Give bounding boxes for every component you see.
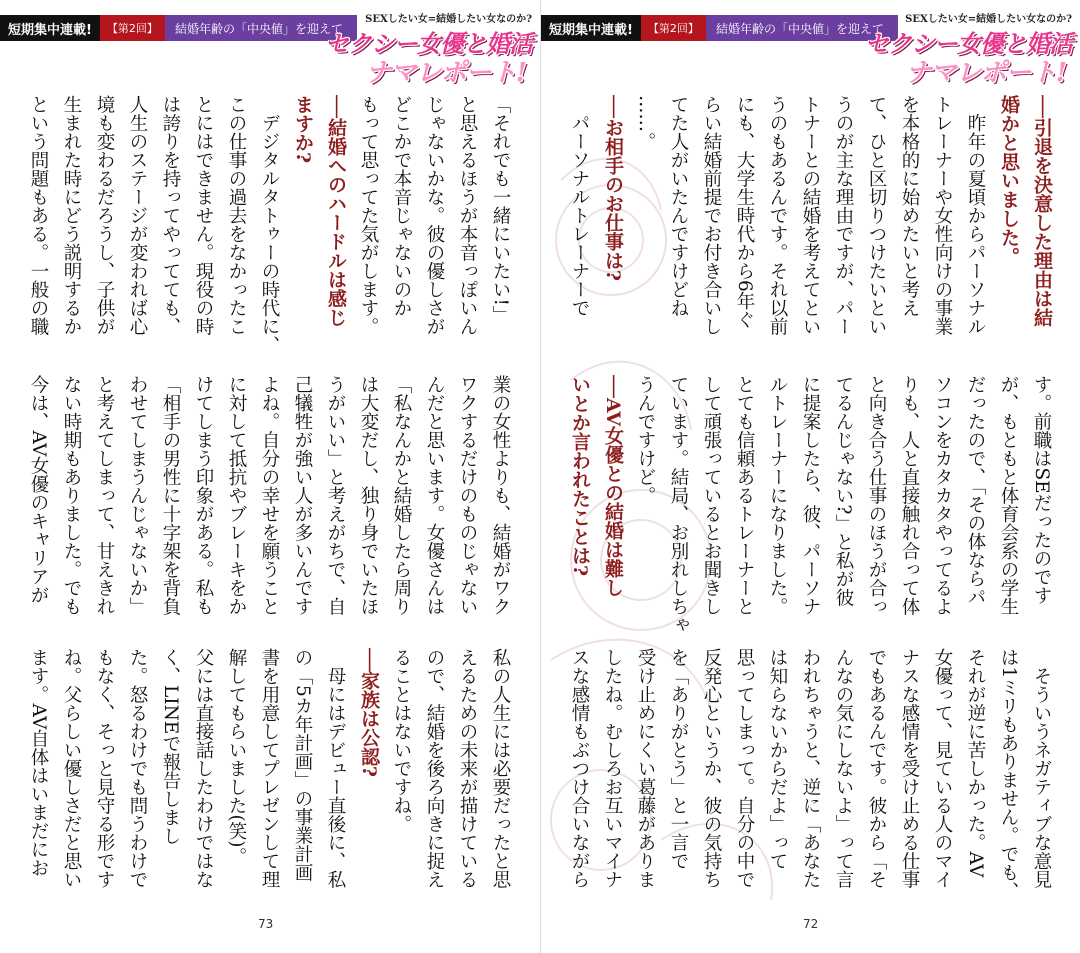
body-text-column: 人生のステージが変われば心: [127, 95, 148, 336]
body-text-column: 私の人生には必要だったと思: [490, 648, 511, 889]
body-text-column: ます。AV自体はいまだにお: [28, 648, 49, 878]
text-block-top: [0, 95, 540, 370]
interview-question: ますか?: [292, 95, 314, 164]
body-text-column: ね。父らしい優しさだと思い: [61, 648, 82, 889]
body-text-column: もなく、そっと見守る形です: [94, 648, 115, 889]
body-text-column: うがいい」と考えがちで、自: [325, 375, 346, 616]
body-text-column: く、LINEで報告しまし: [160, 648, 181, 846]
body-text-column: ……。: [635, 95, 656, 151]
logo-title-line2: ナマレポート!: [365, 58, 526, 88]
interview-question: ──家族は公認?: [358, 648, 380, 778]
body-text-column: を「ありがとう」と一言で: [668, 648, 689, 870]
body-text-column: 「それでも一緒にいたい!」: [490, 95, 511, 325]
body-text-column: が、もともと体育会系の学生: [998, 375, 1019, 616]
body-text-column: それが逆に苦しかった。AV: [965, 648, 986, 878]
body-text-column: 受け止めにくい葛藤がありま: [635, 648, 656, 889]
body-text-column: 書を用意してプレゼンして理: [259, 648, 280, 889]
body-text-column: 己犠牲が強い人が多いんです: [292, 375, 313, 616]
body-text-column: どこかで本音じゃないのか: [391, 95, 412, 317]
body-text-column: んだと思います。女優さんは: [424, 375, 445, 616]
body-text-column: と考えてしまって、甘えきれ: [94, 375, 115, 616]
body-text-column: てた人がいたんですけどね: [668, 95, 689, 317]
body-text-column: の「5カ年計画」の事業計画: [292, 648, 313, 882]
body-text-column: トナーとの結婚を考えてとい: [800, 95, 821, 336]
logo-tagline: SEXしたい女=結婚したい女なのか?: [905, 14, 1072, 25]
body-text-column: 業の女性よりも、結婚がワク: [490, 375, 511, 616]
body-text-column: とても信頼あるトレーナーと: [734, 375, 755, 616]
body-text-column: ることはないですね。: [391, 648, 412, 833]
body-text-column: を本格的に始めたいと考え: [899, 95, 920, 317]
body-text-column: パーソナルトレーナーで: [569, 95, 590, 317]
body-text-column: ルトレーナーになりました。: [767, 375, 788, 616]
body-text-column: して頑張っているとお聞きし: [701, 375, 722, 616]
body-text-column: 女優って、見ている人のマイ: [932, 648, 953, 889]
series-header: [541, 15, 898, 41]
body-text-column: ナスな感情を受け止める仕事: [899, 648, 920, 889]
body-text-column: 思ってしまって。自分の中で: [734, 648, 755, 889]
body-text-column: デジタルタトゥーの時代に、: [259, 95, 280, 354]
body-text-column: ています。結局、お別れしちゃ: [668, 375, 689, 634]
body-text-column: スな感情もぶつけ合いながら: [569, 648, 590, 889]
body-text-column: とにはできません。現役の時: [193, 95, 214, 336]
body-text-column: トレーナーや女性向けの事業: [932, 95, 953, 336]
body-text-column: 生まれた時にどう説明するか: [61, 95, 82, 336]
body-text-column: てるんじゃない?」と私が彼: [833, 375, 854, 607]
page-72: [540, 0, 1080, 953]
body-text-column: 反発心というか、彼の気持ち: [701, 648, 722, 889]
series-logo: [325, 10, 532, 88]
body-text-column: けてしまう印象がある。私も: [193, 375, 214, 616]
body-text-column: したね。むしろお互いマイナ: [602, 648, 623, 889]
episode-label: 【第2回】: [100, 15, 165, 41]
body-text-column: 「私なんかと結婚したら周り: [391, 375, 412, 616]
series-label: 短期集中連載!: [541, 15, 641, 41]
body-text-column: らい結婚前提でお付き合いし: [701, 95, 722, 336]
body-text-column: 境も変わるだろうし、子供が: [94, 95, 115, 336]
body-text-column: は誇りを持ってやってても、: [160, 95, 181, 336]
body-text-column: りも、人と直接触れ合って体: [899, 375, 920, 616]
interview-question: ──AV女優との結婚は難し: [602, 375, 624, 597]
body-text-column: に提案したら、彼、パーソナ: [800, 375, 821, 616]
body-text-column: ソコンをカタカタやってるよ: [932, 375, 953, 616]
interview-question: いとか言われたことは?: [569, 375, 591, 577]
body-text-column: と向き合う仕事のほうが合っ: [866, 375, 887, 616]
text-block-bottom: [541, 648, 1080, 900]
interview-question: 婚かと思いました。: [998, 95, 1020, 266]
interview-question: ──引退を決意した理由は結: [1031, 95, 1053, 327]
body-text-column: うのもあるんです。それ以前: [767, 95, 788, 336]
body-text-column: は大変だし、独り身でいたほ: [358, 375, 379, 616]
logo-title-line2: ナマレポート!: [905, 58, 1066, 88]
body-text-column: だったので、「その体ならパ: [965, 375, 986, 607]
body-text-column: と思えるほうが本音っぽいん: [457, 95, 478, 336]
logo-tagline: SEXしたい女=結婚したい女なのか?: [365, 14, 532, 25]
body-text-column: という問題もある。一般の職: [28, 95, 49, 336]
series-header: [0, 15, 357, 41]
body-text-column: えるための未来が描けている: [457, 648, 478, 889]
body-text-column: ない時期もありました。でも: [61, 375, 82, 616]
body-text-column: わせてしまうんじゃないか」: [127, 375, 148, 616]
body-text-column: にも、大学生時代から6年ぐ: [734, 95, 755, 329]
logo-title-line1: セクシー女優と婚活: [325, 29, 532, 58]
body-text-column: 「相手の男性に十字架を背負: [160, 375, 181, 616]
interview-question: ──結婚へのハードルは感じ: [325, 95, 347, 327]
episode-title: 結婚年齢の「中央値」を迎えて: [706, 15, 898, 41]
text-block-middle: [0, 375, 540, 640]
page-number: 72: [803, 917, 819, 931]
body-text-column: この仕事の過去をなかったこ: [226, 95, 247, 336]
body-text-column: でもあるんです。彼から「そ: [866, 648, 887, 889]
episode-label: 【第2回】: [641, 15, 706, 41]
body-text-column: ので、結婚を後ろ向きに捉え: [424, 648, 445, 889]
body-text-column: ワクするだけのものじゃない: [457, 375, 478, 616]
body-text-column: うんですけど。: [635, 375, 656, 505]
interview-question: ──お相手のお仕事は?: [602, 95, 624, 282]
body-text-column: 昨年の夏頃からパーソナル: [965, 95, 986, 336]
body-text-column: 父には直接話したわけではな: [193, 648, 214, 889]
text-block-middle: [541, 375, 1080, 640]
text-block-bottom: [0, 648, 540, 900]
body-text-column: そういうネガティブな意見: [1031, 648, 1052, 889]
body-text-column: 解してもらいました(笑)。: [226, 648, 247, 866]
body-text-column: て、ひと区切りつけたいとい: [866, 95, 887, 336]
body-text-column: す。前職はSEだったのです: [1031, 375, 1052, 605]
body-text-column: に対して抵抗やブレーキをか: [226, 375, 247, 616]
series-label: 短期集中連載!: [0, 15, 100, 41]
body-text-column: われちゃうと、逆に「あなた: [800, 648, 821, 889]
body-text-column: 今は、AV女優のキャリアが: [28, 375, 49, 605]
body-text-column: は知らないからだよ」って: [767, 648, 788, 870]
body-text-column: た。怒るわけでも問うわけで: [127, 648, 148, 889]
logo-title-line1: セクシー女優と婚活: [865, 29, 1072, 58]
page-number: 73: [258, 917, 274, 931]
body-text-column: んなの気にしないよ」って言: [833, 648, 854, 889]
body-text-column: 母にはデビュー直後に、私: [325, 648, 346, 889]
body-text-column: よね。自分の幸せを願うこと: [259, 375, 280, 616]
body-text-column: じゃないかな。彼の優しさが: [424, 95, 445, 336]
body-text-column: うのが主な理由ですが、パー: [833, 95, 854, 336]
episode-title: 結婚年齢の「中央値」を迎えて: [165, 15, 357, 41]
body-text-column: もって思ってた気がします。: [358, 95, 379, 336]
text-block-top: [541, 95, 1080, 370]
body-text-column: は1ミリもありません。でも、: [998, 648, 1019, 900]
series-logo: [865, 10, 1072, 88]
